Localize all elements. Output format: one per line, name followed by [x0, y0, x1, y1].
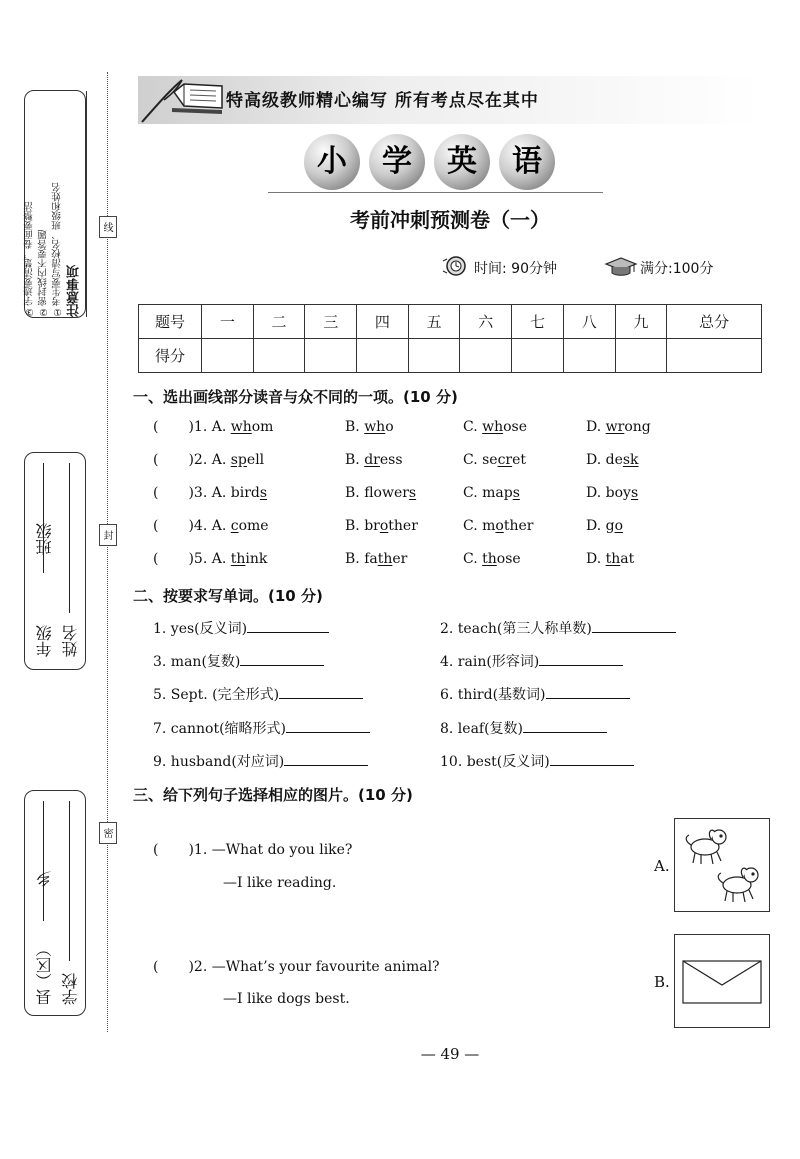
page-number: — 49 — — [420, 1045, 480, 1063]
s2-item-1 — [153, 618, 329, 638]
s2-item-2-label: 2. teach(第三人称单数) — [440, 621, 592, 637]
s3-q1-line2: —I like reading. — [223, 875, 337, 891]
paren-open: ( — [153, 842, 159, 858]
title-char-1: 小 — [304, 134, 360, 190]
answer-blank[interactable] — [240, 651, 324, 666]
paren-open: ( — [153, 551, 159, 567]
name-blank[interactable] — [69, 463, 70, 613]
name-label: 姓名 — [61, 625, 80, 657]
q4-b-rest: ther — [388, 518, 418, 534]
q3-d-prefix: D. boy — [586, 485, 631, 501]
score-input[interactable] — [512, 339, 564, 373]
q4-a-underlined: c — [230, 518, 239, 534]
pic-b-label: B. — [654, 973, 670, 991]
q1-b-underlined: wh — [364, 419, 386, 435]
paren-open: ( — [153, 959, 159, 975]
cell-col-4: 四 — [357, 305, 409, 339]
s2-item-5 — [153, 684, 363, 704]
q5-b-underlined: th — [377, 551, 393, 567]
q2-a-underlined: sp — [230, 452, 247, 468]
q3-d-underlined: s — [630, 485, 639, 501]
score-input[interactable] — [357, 339, 409, 373]
q3-a-underlined: s — [259, 485, 268, 501]
q2-b-rest: ess — [379, 452, 403, 468]
q1-d-underlined: wr — [605, 419, 625, 435]
q2-d-prefix: D. de — [586, 452, 623, 468]
county-label: 县（区） — [35, 941, 54, 1005]
q1-d-prefix: D. — [586, 419, 606, 435]
s2-item-10 — [440, 751, 634, 771]
q5-num: )5. A. — [188, 551, 231, 567]
s2-item-7 — [153, 718, 370, 738]
s2-item-1-label: 1. yes(反义词) — [153, 621, 248, 637]
answer-blank[interactable] — [284, 751, 368, 766]
score-input[interactable] — [408, 339, 460, 373]
cell-col-6: 六 — [460, 305, 512, 339]
paren-open: ( — [153, 485, 159, 501]
answer-blank[interactable] — [539, 651, 623, 666]
grade-label: 年级 — [35, 625, 54, 657]
score-table — [138, 304, 762, 373]
full-score: 满分:100分 — [640, 261, 714, 277]
q5-c-prefix: C. — [463, 551, 483, 567]
s1-q5-b — [345, 551, 407, 567]
q1-d-rest: ong — [624, 419, 651, 435]
cell-col-8: 八 — [563, 305, 615, 339]
q3-num: )3. A. — [188, 485, 231, 501]
score-input[interactable] — [615, 339, 667, 373]
cell-col-5: 五 — [408, 305, 460, 339]
cell-col-7: 七 — [512, 305, 564, 339]
s2-item-7-label: 7. cannot(缩略形式) — [153, 721, 287, 737]
class-label: 班级 — [35, 523, 54, 555]
cell-total: 总分 — [667, 305, 762, 339]
q1-a-rest: om — [251, 419, 274, 435]
township-label: 乡 — [35, 871, 54, 887]
school-blank[interactable] — [69, 801, 70, 961]
q2-num: )2. A. — [188, 452, 231, 468]
q3-b-underlined: s — [408, 485, 417, 501]
answer-blank[interactable] — [546, 684, 630, 699]
q1-c-rest: ose — [503, 419, 528, 435]
s1-q2-b — [345, 452, 403, 468]
q4-d-prefix: D. g — [586, 518, 615, 534]
q5-b-prefix: B. fa — [345, 551, 378, 567]
cut-mark-xian: 线 — [99, 216, 117, 238]
score-table-score-row — [139, 339, 762, 373]
s2-item-6 — [440, 684, 630, 704]
s2-item-9-label: 9. husband(对应词) — [153, 754, 285, 770]
picture-b — [674, 934, 770, 1028]
section1-title: 一、选出画线部分读音与众不同的一项。(10 分) — [133, 388, 458, 406]
notice-item-2: ②密封线内不要答题 — [38, 230, 49, 317]
s1-q3-b — [345, 485, 416, 501]
q1-num: )1. A. — [188, 419, 231, 435]
s3-q1 — [153, 842, 352, 858]
paren-open: ( — [153, 518, 159, 534]
title-divider — [268, 192, 603, 193]
q4-c-rest: ther — [503, 518, 534, 534]
s1-q5-d — [586, 551, 634, 567]
q4-b-underlined: o — [379, 518, 389, 534]
score-input[interactable] — [253, 339, 305, 373]
s2-item-6-label: 6. third(基数词) — [440, 687, 546, 703]
s1-q2-c — [463, 452, 526, 468]
county-blank[interactable] — [43, 801, 44, 921]
s2-item-4-label: 4. rain(形容词) — [440, 654, 540, 670]
q1-b-prefix: B. — [345, 419, 365, 435]
cut-mark-feng: 封 — [99, 524, 117, 546]
q4-num: )4. A. — [188, 518, 231, 534]
cell-col-1: 一 — [202, 305, 254, 339]
section2-title: 二、按要求写单词。(10 分) — [133, 587, 323, 605]
q2-c-underlined: cr — [497, 452, 513, 468]
q3-b-prefix: B. flower — [345, 485, 409, 501]
title-char-2: 学 — [369, 134, 425, 190]
county-school-box — [24, 790, 86, 1016]
notice-item-1: ①考生要写清校名、班级和姓名 — [52, 182, 63, 317]
q1-a-underlined: wh — [230, 419, 252, 435]
q4-d-underlined: o — [614, 518, 624, 534]
graduation-cap-icon — [604, 255, 638, 277]
notice-item-3: ③字迹要清楚，卷面要整洁 — [24, 201, 35, 317]
score-input[interactable] — [305, 339, 357, 373]
q5-d-rest: at — [620, 551, 635, 567]
score-input[interactable] — [667, 339, 762, 373]
s2-item-3 — [153, 651, 324, 671]
s2-item-10-label: 10. best(反义词) — [440, 754, 550, 770]
q3-c-prefix: C. map — [463, 485, 513, 501]
s3-q2-line2: —I like dogs best. — [223, 991, 350, 1007]
envelope-icon — [675, 935, 769, 1027]
cell-col-3: 三 — [305, 305, 357, 339]
q2-b-prefix: B. — [345, 452, 365, 468]
s1-q4-b — [345, 518, 418, 534]
exam-time: 时间: 90分钟 — [474, 261, 557, 277]
s1-q1 — [153, 419, 273, 435]
s3-q2-line1: )2. —What’s your favourite animal? — [188, 959, 440, 975]
s1-q2-d — [586, 452, 639, 468]
book-quill-icon — [138, 74, 224, 126]
s1-q5 — [153, 551, 267, 567]
q2-d-underlined: sk — [622, 452, 639, 468]
s1-q4 — [153, 518, 269, 534]
s1-q4-d — [586, 518, 623, 534]
q4-c-prefix: C. m — [463, 518, 496, 534]
s2-item-8 — [440, 718, 607, 738]
title-char-3: 英 — [434, 134, 490, 190]
answer-blank[interactable] — [523, 718, 607, 733]
s1-q3-d — [586, 485, 638, 501]
paper-subtitle: 考前冲刺预测卷（一） — [350, 208, 550, 232]
s2-item-9 — [153, 751, 368, 771]
answer-blank[interactable] — [550, 751, 634, 766]
q5-c-underlined: th — [482, 551, 497, 567]
q3-c-underlined: s — [512, 485, 520, 501]
s1-q1-b — [345, 419, 394, 435]
clock-icon — [440, 255, 470, 277]
grade-blank[interactable] — [43, 463, 44, 573]
s2-item-2 — [440, 618, 676, 638]
s1-q3-c — [463, 485, 520, 501]
s1-q3 — [153, 485, 267, 501]
grade-class-name-box — [24, 452, 86, 670]
q1-c-underlined: wh — [482, 419, 504, 435]
cut-mark-mi: 密 — [99, 822, 117, 844]
s1-q5-c — [463, 551, 521, 567]
title-char-4: 语 — [499, 134, 555, 190]
s3-q2 — [153, 959, 440, 975]
score-input[interactable] — [202, 339, 254, 373]
s1-q4-c — [463, 518, 533, 534]
cell-col-2: 二 — [253, 305, 305, 339]
picture-a — [674, 818, 770, 912]
s1-q1-c — [463, 419, 527, 435]
q4-c-underlined: o — [495, 518, 504, 534]
banner-text: 特高级教师精心编写 所有考点尽在其中 — [226, 91, 539, 111]
two-dogs-icon — [675, 819, 769, 911]
q2-a-rest: ell — [246, 452, 265, 468]
s2-item-5-label: 5. Sept. (完全形式) — [153, 687, 280, 703]
q5-a-rest: ink — [245, 551, 268, 567]
q2-c-prefix: C. se — [463, 452, 498, 468]
q1-b-rest: o — [385, 419, 394, 435]
answer-blank[interactable] — [592, 618, 676, 633]
q5-c-rest: ose — [496, 551, 521, 567]
s1-q1-d — [586, 419, 651, 435]
section3-title: 三、给下列句子选择相应的图片。(10 分) — [133, 786, 413, 804]
s1-q2 — [153, 452, 264, 468]
answer-blank[interactable] — [286, 718, 370, 733]
s2-item-8-label: 8. leaf(复数) — [440, 721, 524, 737]
s2-item-4 — [440, 651, 623, 671]
paren-open: ( — [153, 452, 159, 468]
q4-b-prefix: B. br — [345, 518, 380, 534]
s3-q1-line1: )1. —What do you like? — [188, 842, 353, 858]
cell-question-no: 题号 — [139, 305, 202, 339]
q5-a-underlined: th — [230, 551, 246, 567]
q2-b-underlined: dr — [364, 452, 380, 468]
pic-a-label: A. — [654, 857, 670, 875]
answer-blank[interactable] — [247, 618, 329, 633]
notice-title: 注意事项 — [65, 91, 87, 317]
score-input[interactable] — [460, 339, 512, 373]
q1-c-prefix: C. — [463, 419, 483, 435]
cell-score-label: 得分 — [139, 339, 202, 373]
paren-open: ( — [153, 419, 159, 435]
q5-d-underlined: th — [605, 551, 621, 567]
cell-col-9: 九 — [615, 305, 667, 339]
s2-item-3-label: 3. man(复数) — [153, 654, 241, 670]
q5-d-prefix: D. — [586, 551, 606, 567]
answer-blank[interactable] — [279, 684, 363, 699]
q4-a-rest: ome — [238, 518, 269, 534]
school-label: 学校 — [61, 973, 80, 1005]
score-table-header-row — [139, 305, 762, 339]
q3-a-prefix: bird — [230, 485, 260, 501]
q5-b-rest: er — [392, 551, 408, 567]
score-input[interactable] — [563, 339, 615, 373]
q2-c-rest: et — [512, 452, 527, 468]
